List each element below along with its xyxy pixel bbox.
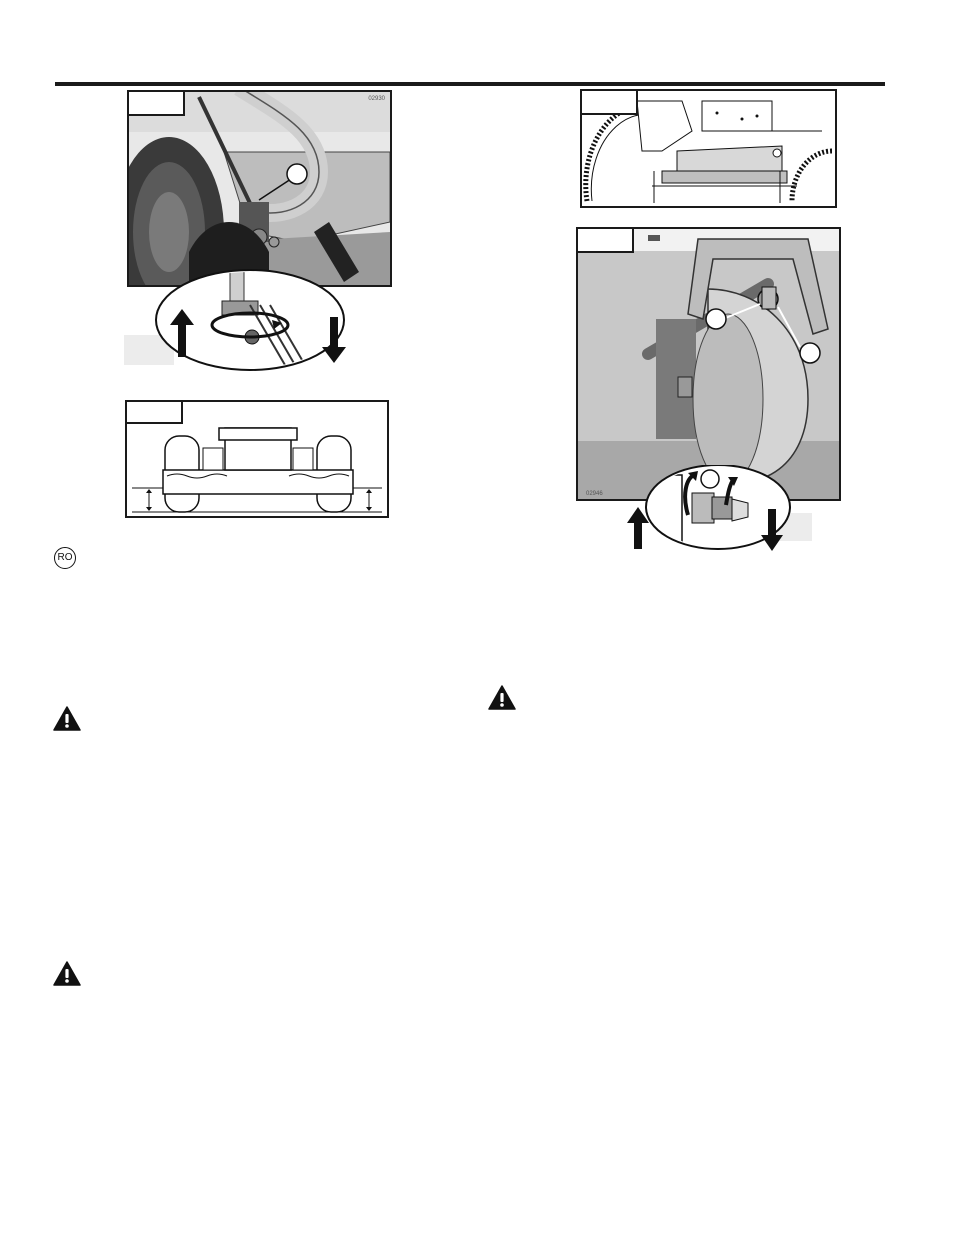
figure-number-tab: [582, 91, 638, 115]
warning-triangle-icon: [53, 706, 81, 731]
figure-deck-side-view: [580, 89, 837, 208]
language-badge-icon: RO: [54, 547, 76, 569]
figure-number-tab: [578, 229, 634, 253]
figure-number-tab: [127, 402, 183, 424]
warning-triangle-icon: [488, 685, 516, 710]
bracket-illustration: [578, 229, 839, 499]
figure-number-tab: [129, 92, 185, 116]
warning-triangle-icon: [53, 961, 81, 986]
figure-code: 02946: [586, 491, 603, 497]
linkage-illustration: [129, 92, 390, 285]
figure-deck-front-view: [125, 400, 389, 518]
header-rule: [55, 82, 885, 86]
bracket-zoom-detail: [622, 465, 814, 555]
linkage-zoom-detail: [122, 265, 362, 377]
figure-code: 02930: [368, 96, 385, 102]
figure-bracket-photo: [576, 227, 841, 501]
figure-linkage-photo: [127, 90, 392, 287]
